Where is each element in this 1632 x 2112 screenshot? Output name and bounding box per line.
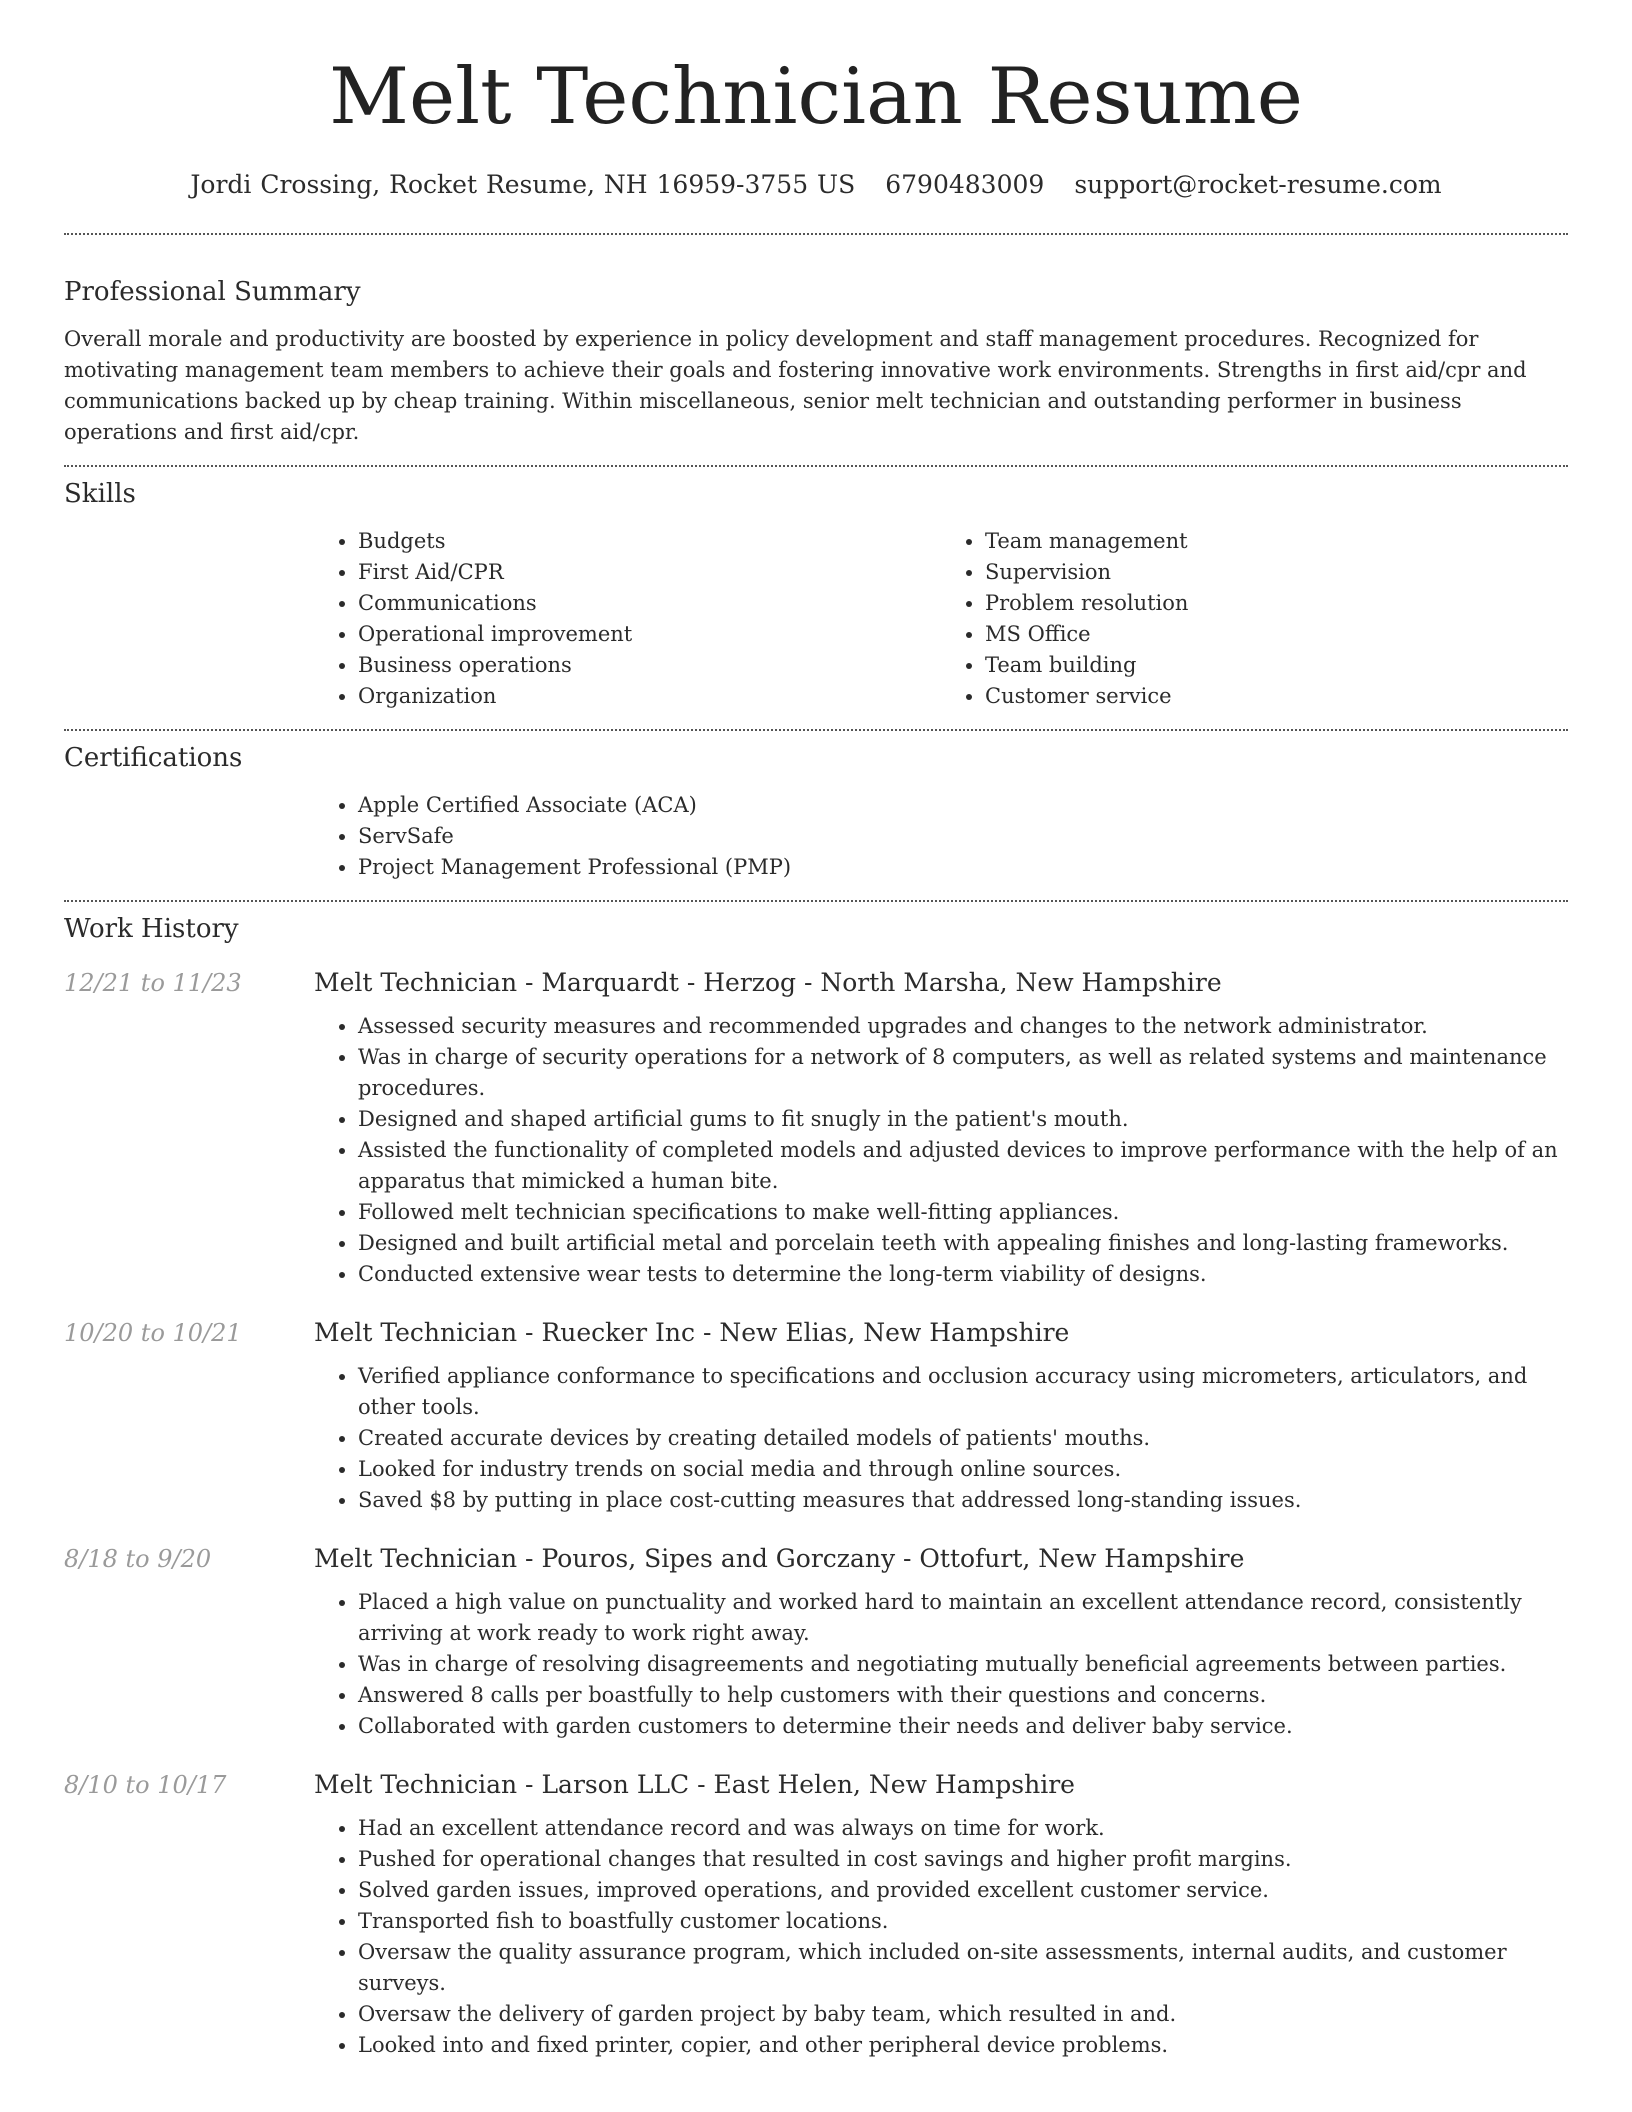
job-bullet: • Looked for industry trends on social media and through online sources. — [358, 1454, 1568, 1485]
certification-item: • ServSafe — [358, 821, 1568, 852]
skill-item: • Team management — [985, 526, 1568, 557]
skill-item: • Customer service — [985, 681, 1568, 712]
job-title: Melt Technician - Ruecker Inc - New Elias, New Hampshire — [314, 1318, 1070, 1347]
job-entry — [64, 1318, 1568, 1516]
skill-item: • Supervision — [985, 557, 1568, 588]
job-header — [64, 1318, 1568, 1347]
job-header — [64, 1544, 1568, 1573]
skill-item: • First Aid/CPR — [358, 557, 941, 588]
skill-item: • MS Office — [985, 619, 1568, 650]
job-bullet: • Assisted the functionality of completed models and adjusted devices to improve performance with the help of an apparatus that mimicked a human bite. — [358, 1135, 1568, 1197]
job-bullet: • Verified appliance conformance to specifications and occlusion accuracy using micrometers, articulators, and other tools. — [358, 1361, 1568, 1423]
job-bullet: • Transported fish to boastfully customer locations. — [358, 1906, 1568, 1937]
job-entry — [64, 968, 1568, 1290]
job-bullet: • Assessed security measures and recommended upgrades and changes to the network administrator. — [358, 1011, 1568, 1042]
job-bullet: • Was in charge of security operations for a network of 8 computers, as well as related systems and maintenance procedures. — [358, 1042, 1568, 1104]
skills-list — [314, 526, 1568, 712]
job-bullet: • Placed a high value on punctuality and worked hard to maintain an excellent attendance record, consistently arriving at work ready to work right away. — [358, 1587, 1568, 1649]
skill-item: • Communications — [358, 588, 941, 619]
certifications-list — [314, 790, 1568, 883]
skills-column-right — [941, 526, 1568, 712]
skills-section — [64, 479, 1568, 712]
job-dates: 10/20 to 10/21 — [64, 1319, 242, 1347]
job-bullet: • Conducted extensive wear tests to determine the long-term viability of designs. — [358, 1259, 1568, 1290]
summary-section — [64, 277, 1568, 448]
job-bullet: • Designed and shaped artificial gums to fit snugly in the patient's mouth. — [358, 1104, 1568, 1135]
skill-item: • Organization — [358, 681, 941, 712]
certification-item: • Project Management Professional (PMP) — [358, 852, 1568, 883]
job-bullet: • Oversaw the quality assurance program, which included on-site assessments, internal audits, and customer surveys. — [358, 1937, 1568, 1999]
job-bullet: • Designed and built artificial metal and porcelain teeth with appealing finishes and long-lasting frameworks. — [358, 1228, 1568, 1259]
certification-item: • Apple Certified Associate (ACA) — [358, 790, 1568, 821]
job-title: Melt Technician - Pouros, Sipes and Gorczany - Ottofurt, New Hampshire — [314, 1544, 1245, 1573]
job-bullet: • Pushed for operational changes that resulted in cost savings and higher profit margins. — [358, 1844, 1568, 1875]
contact-phone: 6790483009 — [885, 170, 1045, 199]
job-header — [64, 968, 1568, 997]
certifications-section — [64, 743, 1568, 883]
job-bullet: • Answered 8 calls per boastfully to help customers with their questions and concerns. — [358, 1680, 1568, 1711]
divider — [64, 465, 1568, 467]
job-entry — [64, 1544, 1568, 1742]
contact-line — [64, 170, 1568, 199]
summary-heading: Professional Summary — [64, 277, 361, 307]
job-bullets — [314, 1361, 1568, 1516]
job-header — [64, 1770, 1568, 1799]
skills-heading: Skills — [64, 479, 136, 509]
work-history-section — [64, 914, 1568, 2061]
summary-text: Overall morale and productivity are boosted by experience in policy development and staff management procedures. Recognized for motivating management team members to achieve their goals and fostering innovative work environments. Strengths in first aid/cpr and communications backed up by cheap training. Within miscellaneous, senior melt technician and outstanding performer in business operations and first aid/cpr. — [64, 327, 1527, 444]
resume-page — [64, 0, 1568, 2061]
job-bullets — [314, 1587, 1568, 1742]
contact-address: Jordi Crossing, Rocket Resume, NH 16959-3755 US — [190, 170, 856, 199]
skill-item: • Problem resolution — [985, 588, 1568, 619]
job-bullet: • Created accurate devices by creating detailed models of patients' mouths. — [358, 1423, 1568, 1454]
job-entry — [64, 1770, 1568, 2061]
skill-item: • Team building — [985, 650, 1568, 681]
job-bullet: • Was in charge of resolving disagreements and negotiating mutually beneficial agreements between parties. — [358, 1649, 1568, 1680]
job-title: Melt Technician - Marquardt - Herzog - North Marsha, New Hampshire — [314, 968, 1222, 997]
skill-item: • Business operations — [358, 650, 941, 681]
job-bullets — [314, 1011, 1568, 1290]
job-bullets — [314, 1813, 1568, 2061]
job-bullet: • Looked into and fixed printer, copier, and other peripheral device problems. — [358, 2030, 1568, 2061]
job-title: Melt Technician - Larson LLC - East Helen, New Hampshire — [314, 1770, 1075, 1799]
divider — [64, 233, 1568, 235]
job-bullet: • Had an excellent attendance record and was always on time for work. — [358, 1813, 1568, 1844]
job-bullet: • Followed melt technician specifications to make well-fitting appliances. — [358, 1197, 1568, 1228]
resume-title: Melt Technician Resume — [329, 52, 1303, 142]
job-bullet: • Collaborated with garden customers to determine their needs and deliver baby service. — [358, 1711, 1568, 1742]
divider — [64, 729, 1568, 731]
job-bullet: • Oversaw the delivery of garden project by baby team, which resulted in and. — [358, 1999, 1568, 2030]
contact-email: support@rocket-resume.com — [1074, 170, 1442, 199]
job-bullet: • Solved garden issues, improved operations, and provided excellent customer service. — [358, 1875, 1568, 1906]
divider — [64, 900, 1568, 902]
certifications-heading: Certifications — [64, 743, 243, 773]
job-dates: 8/18 to 9/20 — [64, 1545, 212, 1573]
skill-item: • Operational improvement — [358, 619, 941, 650]
job-dates: 8/10 to 10/17 — [64, 1771, 227, 1799]
skills-column-left — [314, 526, 941, 712]
job-bullet: • Saved $8 by putting in place cost-cutting measures that addressed long-standing issues. — [358, 1485, 1568, 1516]
job-dates: 12/21 to 11/23 — [64, 969, 242, 997]
skill-item: • Budgets — [358, 526, 941, 557]
work-history-heading: Work History — [64, 914, 239, 944]
